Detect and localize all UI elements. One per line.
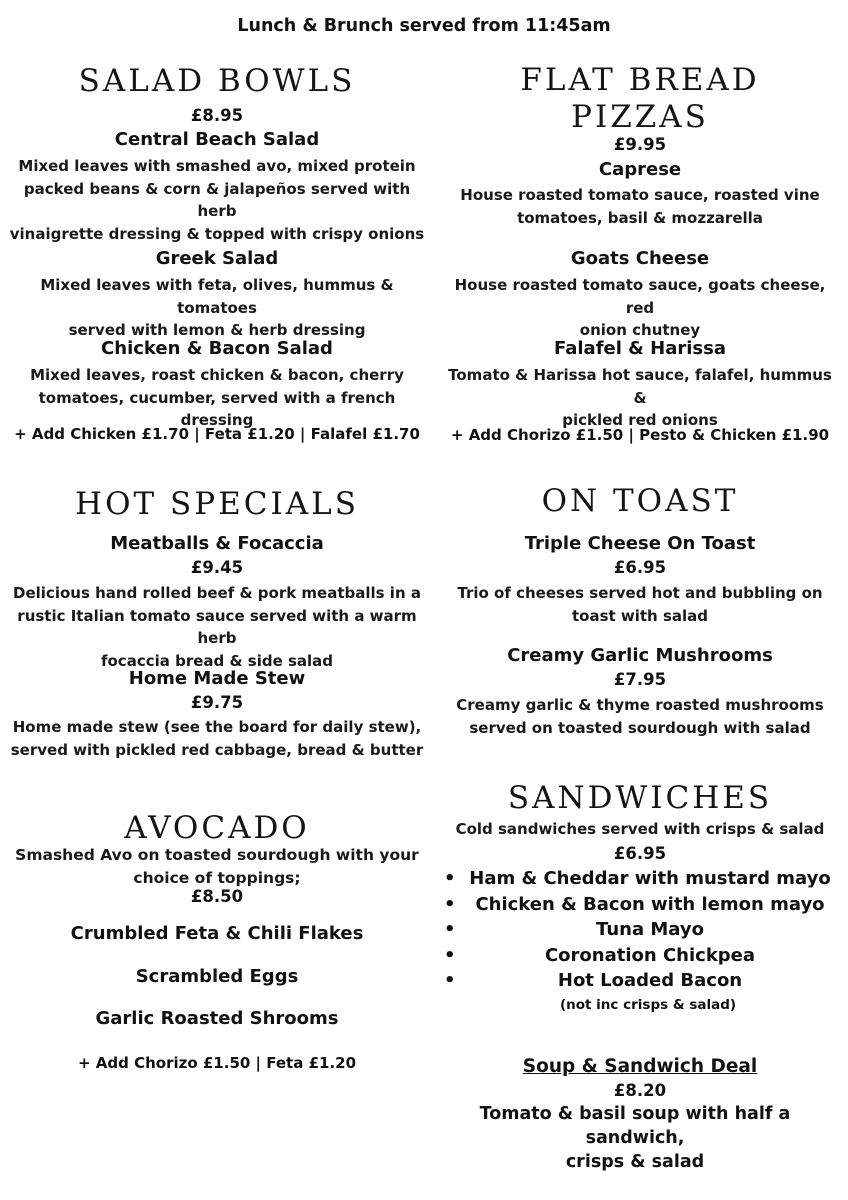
list-item: • Coronation Chickpea [440,943,848,969]
flat-bread-price: £9.95 [613,135,667,154]
list-item: • Chicken & Bacon with lemon mayo [440,892,848,918]
service-hours: Lunch & Brunch served from 11:45am [237,16,611,36]
avocado-price: £8.50 [190,887,244,906]
avocado-addons: + Add Chorizo £1.50 | Feta £1.20 [77,1054,357,1072]
hot-specials-heading: HOT SPECIALS [75,486,359,522]
topping-scrambled-eggs: Scrambled Eggs [135,966,299,987]
central-beach-salad-desc: Mixed leaves with smashed avo, mixed protein packed beans & corn & jalapeños served with herb vinaigrette dressing & topped with crispy onions [9,157,425,243]
topping-feta-chili: Crumbled Feta & Chili Flakes [70,923,364,944]
creamy-garlic-mushrooms-name: Creamy Garlic Mushrooms [507,645,773,666]
triple-cheese-price: £6.95 [613,558,667,577]
deal-desc: Tomato & basil soup with half a sandwich, crisps & salad [479,1104,791,1172]
greek-salad-name: Greek Salad [155,248,279,269]
list-item: • Tuna Mayo [440,917,848,943]
salad-addons: + Add Chicken £1.70 | Feta £1.20 | Falafel £1.70 [14,425,420,443]
triple-cheese-desc: Trio of cheeses served hot and bubbling on toast with salad [457,584,823,625]
bullet-icon: • [444,868,456,889]
list-item: • Hot Loaded Bacon [440,968,848,994]
central-beach-salad-name: Central Beach Salad [114,129,320,150]
sandwich-list [440,866,848,994]
creamy-garlic-mushrooms-price: £7.95 [613,670,667,689]
sandwich-note: (not inc crisps & salad) [559,997,737,1013]
soup-sandwich-deal-title: Soup & Sandwich Deal [522,1056,758,1077]
chicken-bacon-salad-desc: Mixed leaves, roast chicken & bacon, cherry tomatoes, cucumber, served with a french dressing [30,366,404,429]
deal-price: £8.20 [613,1081,667,1100]
avocado-heading: AVOCADO [124,810,310,846]
home-made-stew-desc: Home made stew (see the board for daily stew), served with pickled red cabbage, bread & butter [10,718,424,759]
avocado-desc: Smashed Avo on toasted sourdough with your choice of toppings; [15,846,419,887]
creamy-garlic-mushrooms-desc: Creamy garlic & thyme roasted mushrooms served on toasted sourdough with salad [456,696,824,737]
goats-cheese-name: Goats Cheese [570,248,710,269]
meatballs-focaccia-desc: Delicious hand rolled beef & pork meatballs in a rustic Italian tomato sauce served with a warm herb focaccia bread & side salad [13,584,421,670]
meatballs-focaccia-price: £9.45 [190,558,244,577]
chicken-bacon-salad-name: Chicken & Bacon Salad [101,338,333,359]
home-made-stew-name: Home Made Stew [128,668,306,689]
bullet-icon: • [444,944,456,966]
caprese-name: Caprese [598,159,682,180]
pizza-addons: + Add Chorizo £1.50 | Pesto & Chicken £1.90 [450,426,830,444]
home-made-stew-price: £9.75 [190,693,244,712]
flat-bread-pizzas-heading: FLAT BREAD PIZZAS [520,62,760,135]
bullet-icon: • [444,893,456,915]
falafel-harissa-name: Falafel & Harissa [554,338,726,359]
on-toast-heading: ON TOAST [541,483,739,519]
salad-bowls-heading: SALAD BOWLS [78,63,356,99]
greek-salad-desc: Mixed leaves with feta, olives, hummus & tomatoes served with lemon & herb dressing [40,276,394,339]
goats-cheese-desc: House roasted tomato sauce, goats cheese, red onion chutney [454,276,826,339]
sandwiches-subtitle: Cold sandwiches served with crisps & salad [455,820,825,838]
salad-bowls-price: £8.95 [190,106,244,125]
triple-cheese-name: Triple Cheese On Toast [524,533,756,554]
topping-garlic-shrooms: Garlic Roasted Shrooms [95,1008,339,1029]
sandwiches-price: £6.95 [613,844,667,863]
caprese-desc: House roasted tomato sauce, roasted vine tomatoes, basil & mozzarella [460,186,820,227]
sandwiches-heading: SANDWICHES [507,780,773,816]
falafel-harissa-desc: Tomato & Harissa hot sauce, falafel, hummus & pickled red onions [448,366,832,429]
meatballs-focaccia-name: Meatballs & Focaccia [110,533,324,554]
list-item: • Ham & Cheddar with mustard mayo [440,866,848,892]
bullet-icon: • [444,919,456,940]
bullet-icon: • [444,970,456,991]
